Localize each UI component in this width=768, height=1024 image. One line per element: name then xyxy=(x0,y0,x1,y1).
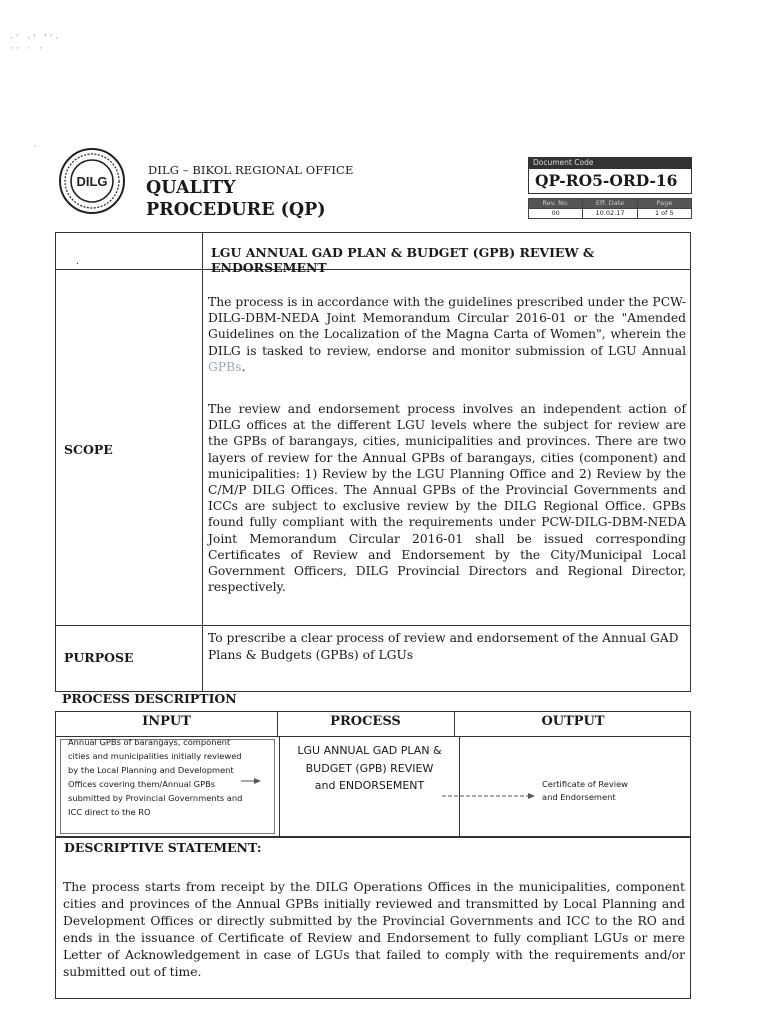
logo-text: DILG xyxy=(76,174,108,189)
rev-no-header: Rev. No. xyxy=(529,199,583,209)
process-header: PROCESS xyxy=(330,714,401,729)
document-code-label: Document Code xyxy=(528,157,692,169)
scope-paragraph-2: The review and endorsement process involves an independent action of DILG offices at the different LGU levels where the subject for review are the GPBs of barangays, cities, municipalities and provinces. There are two layers of review for the Annual GPBs of barangays, cities (component) and municipalities: 1) Review by the LGU Planning Office and 2) Review by the C/M/P DILG Offices. The Annual GPBs of the Provincial Governments and ICCs are subject to exclusive review by the DILG Regional Office. GPBs found fully compliant with the requirements under PCW-DILG-DBM-NEDA Joint Memorandum Circular 2016-01 shall be issued corresponding Certificates of Review and Endorsement by the City/Municipal Local Government Officers, DILG Provincial Directors and Regional Director, respectively. xyxy=(208,402,686,595)
office-name: DILG – BIKOL REGIONAL OFFICE xyxy=(148,163,354,177)
document-code: QP-RO5-ORD-16 xyxy=(528,169,692,194)
scope-p1-text: The process is in accordance with the guidelines prescribed under the PCW-DILG-DBM-NEDA Joint Memorandum Circular 2016-01 or the "Amended Guidelines on the Localization of the Magna Carta of Women", wherein the DILG is tasked to review, endorse and monitor submission of LGU Annual xyxy=(208,295,686,358)
input-line: submitted by Provincial Governments and xyxy=(68,792,243,803)
scan-mark: · xyxy=(34,142,37,151)
purpose-text: To prescribe a clear process of review and endorsement of the Annual GAD Plans & Budgets (GPBs) of LGUs xyxy=(208,631,679,662)
purpose-label: PURPOSE xyxy=(64,650,134,665)
descriptive-statement-label: DESCRIPTIVE STATEMENT: xyxy=(64,840,262,855)
scope-paragraph-1 xyxy=(208,294,686,375)
row-divider xyxy=(56,625,690,626)
rev-no-value: 00 xyxy=(529,209,583,219)
input-header: INPUT xyxy=(142,714,191,729)
input-line: ICC direct to the RO xyxy=(68,806,151,817)
page-header: Page xyxy=(637,199,691,209)
process-line: BUDGET (GPB) REVIEW xyxy=(305,761,434,775)
descriptive-statement-text: The process starts from receipt by the DILG Operations Offices in the municipalities, component cities and provinces of the Annual GPBs initially reviewed and transmitted by Local Planning and Development Offices or directly submitted by the Provincial Governments and ICC to the RO and ends in the issuance of Certificate of Review and Endorsement to fully compliant LGUs or mere Letter of Acknowledgement in case of LGUs that failed to comply with the requirements and/or submitted out of time. xyxy=(63,880,685,979)
scan-specks: ·' ·' ''· ·· · · xyxy=(10,34,62,54)
scope-p1-highlight: GPBs xyxy=(208,359,242,374)
output-line: Certificate of Review xyxy=(542,779,628,789)
procedure-table xyxy=(55,232,691,692)
input-line: cities and municipalities initially reviewed xyxy=(68,750,242,761)
flow-arrows xyxy=(56,712,692,839)
output-header: OUTPUT xyxy=(541,714,605,729)
input-line: Annual GPBs of barangays, component xyxy=(68,737,231,747)
document-code-box xyxy=(528,157,692,194)
procedure-title: LGU ANNUAL GAD PLAN & BUDGET (GPB) REVIEW & ENDORSEMENT xyxy=(211,245,595,275)
output-line: and Endorsement xyxy=(542,792,616,802)
document-meta-table xyxy=(528,198,692,219)
document-type-title xyxy=(146,177,326,221)
title-line-2: PROCEDURE (QP) xyxy=(146,200,326,220)
column-divider xyxy=(202,233,203,691)
eff-date-header: Eff. Date xyxy=(583,199,637,209)
input-line: Offices covering them/Annual GPBs xyxy=(68,778,216,789)
process-line: and ENDORSEMENT xyxy=(314,779,425,792)
scope-p1-end: . xyxy=(241,359,246,374)
process-line: LGU ANNUAL GAD PLAN & xyxy=(297,744,442,757)
title-line-1: QUALITY xyxy=(146,178,236,198)
eff-date-value: 10.02.17 xyxy=(583,209,637,219)
dilg-seal-logo xyxy=(58,147,126,215)
scope-label: SCOPE xyxy=(64,442,113,457)
page-value: 1 of 5 xyxy=(637,209,691,219)
process-description-table xyxy=(55,711,691,838)
process-description-label: PROCESS DESCRIPTION xyxy=(62,691,237,706)
descriptive-statement-section xyxy=(55,836,691,999)
input-line: by the Local Planning and Development xyxy=(68,764,234,775)
row-marker: . xyxy=(76,257,79,267)
